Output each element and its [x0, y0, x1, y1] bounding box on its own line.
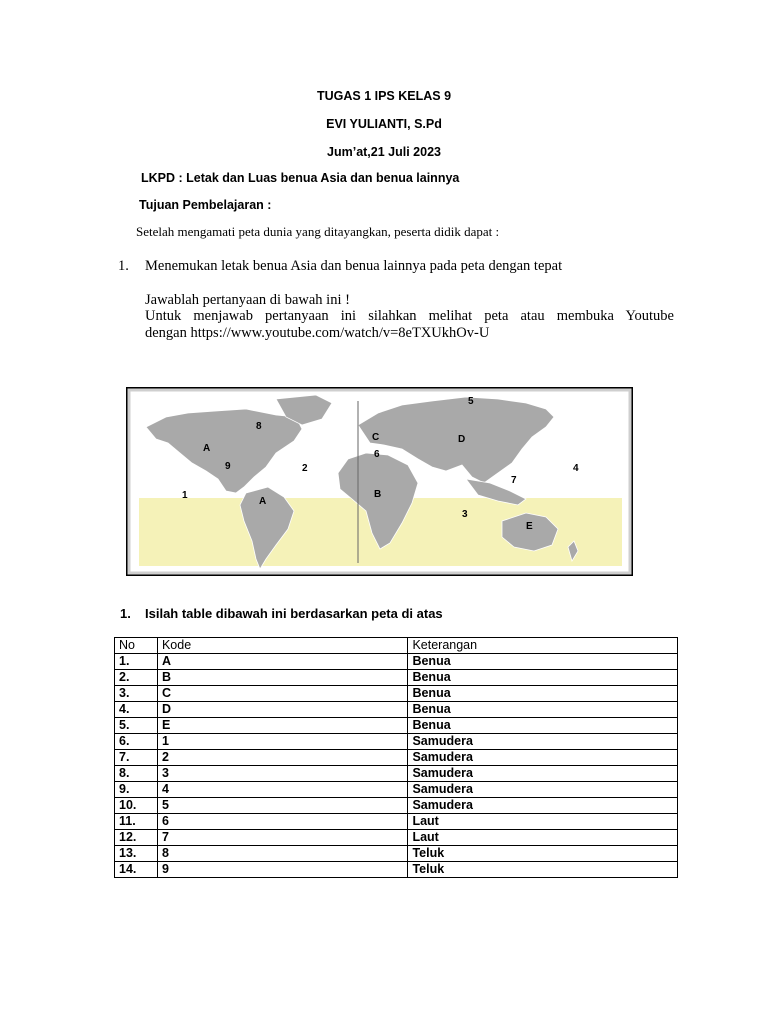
map-label-9: 9	[225, 461, 231, 472]
row-no: 13.	[115, 846, 158, 862]
table-row	[115, 702, 678, 718]
objective-text: Menemukan letak benua Asia dan benua lainnya pada peta dengan tepat	[145, 258, 563, 274]
table-row	[115, 750, 678, 766]
row-no: 3.	[115, 686, 158, 702]
row-no: 1.	[115, 654, 158, 670]
instruction-line-1: Jawablah pertanyaan di bawah ini !	[145, 292, 350, 308]
question-text: Isilah table dibawah ini berdasarkan peta di atas	[145, 606, 443, 621]
row-keterangan: Samudera	[408, 766, 678, 782]
row-kode: C	[157, 686, 408, 702]
map-label-c: C	[372, 432, 380, 443]
map-label-6: 6	[374, 449, 380, 460]
row-no: 12.	[115, 830, 158, 846]
row-keterangan: Laut	[408, 830, 678, 846]
row-kode: E	[157, 718, 408, 734]
row-kode: A	[157, 654, 408, 670]
row-no: 8.	[115, 766, 158, 782]
map-label-3: 3	[462, 509, 468, 520]
map-label-5: 5	[468, 396, 474, 407]
row-no: 5.	[115, 718, 158, 734]
row-no: 9.	[115, 782, 158, 798]
table-row	[115, 814, 678, 830]
map-label-8: 8	[256, 421, 262, 432]
header-no: No	[115, 638, 158, 654]
intro-text: Setelah mengamati peta dunia yang ditayangkan, peserta didik dapat :	[136, 224, 500, 239]
row-keterangan: Samudera	[408, 782, 678, 798]
author-name: EVI YULIANTI, S.Pd	[326, 117, 442, 131]
header-kode: Kode	[157, 638, 408, 654]
row-keterangan: Benua	[408, 702, 678, 718]
row-keterangan: Samudera	[408, 798, 678, 814]
lkpd-heading: LKPD : Letak dan Luas benua Asia dan benua lainnya	[141, 171, 460, 185]
row-no: 6.	[115, 734, 158, 750]
map-label-a-north: A	[203, 443, 211, 454]
table-row	[115, 734, 678, 750]
world-map-figure	[126, 387, 633, 576]
row-kode: 2	[157, 750, 408, 766]
map-label-4: 4	[573, 463, 579, 474]
table-row	[115, 670, 678, 686]
map-label-d: D	[458, 434, 466, 445]
row-keterangan: Benua	[408, 718, 678, 734]
table-row	[115, 766, 678, 782]
row-kode: 1	[157, 734, 408, 750]
row-kode: 7	[157, 830, 408, 846]
document-title: TUGAS 1 IPS KELAS 9	[316, 89, 452, 103]
instruction-line-3: dengan https://www.youtube.com/watch/v=8eTXUkhOv-U	[145, 325, 490, 341]
tujuan-label: Tujuan Pembelajaran :	[139, 198, 272, 212]
instruction-line-2: Untuk menjawab pertanyaan ini silahkan melihat peta atau membuka Youtube	[145, 308, 674, 324]
table-row	[115, 846, 678, 862]
row-keterangan: Teluk	[408, 846, 678, 862]
map-label-7: 7	[511, 475, 517, 486]
row-no: 2.	[115, 670, 158, 686]
row-keterangan: Teluk	[408, 862, 678, 878]
map-label-b: B	[374, 489, 382, 500]
map-label-e: E	[526, 521, 533, 532]
map-label-a-south: A	[259, 496, 267, 507]
map-label-1: 1	[182, 490, 188, 501]
table-row	[115, 798, 678, 814]
row-kode: B	[157, 670, 408, 686]
document-date: Jum’at,21 Juli 2023	[327, 145, 441, 159]
row-keterangan: Laut	[408, 814, 678, 830]
table-row	[115, 782, 678, 798]
table-row	[115, 830, 678, 846]
row-no: 10.	[115, 798, 158, 814]
row-keterangan: Samudera	[408, 734, 678, 750]
question-number: 1.	[120, 606, 131, 621]
map-label-2: 2	[302, 463, 308, 474]
answer-table	[114, 637, 678, 878]
row-no: 7.	[115, 750, 158, 766]
row-kode: 8	[157, 846, 408, 862]
row-no: 4.	[115, 702, 158, 718]
row-no: 11.	[115, 814, 158, 830]
table-header-row	[115, 638, 678, 654]
table-body	[115, 654, 678, 878]
row-kode: 4	[157, 782, 408, 798]
table-row	[115, 718, 678, 734]
row-keterangan: Benua	[408, 670, 678, 686]
row-kode: 9	[157, 862, 408, 878]
row-keterangan: Samudera	[408, 750, 678, 766]
objective-number: 1.	[118, 258, 129, 274]
row-keterangan: Benua	[408, 686, 678, 702]
table-row	[115, 686, 678, 702]
row-keterangan: Benua	[408, 654, 678, 670]
world-map	[126, 387, 633, 576]
row-kode: 3	[157, 766, 408, 782]
row-no: 14.	[115, 862, 158, 878]
table-row	[115, 654, 678, 670]
header-keterangan: Keterangan	[408, 638, 678, 654]
row-kode: 6	[157, 814, 408, 830]
row-kode: 5	[157, 798, 408, 814]
row-kode: D	[157, 702, 408, 718]
table-row	[115, 862, 678, 878]
